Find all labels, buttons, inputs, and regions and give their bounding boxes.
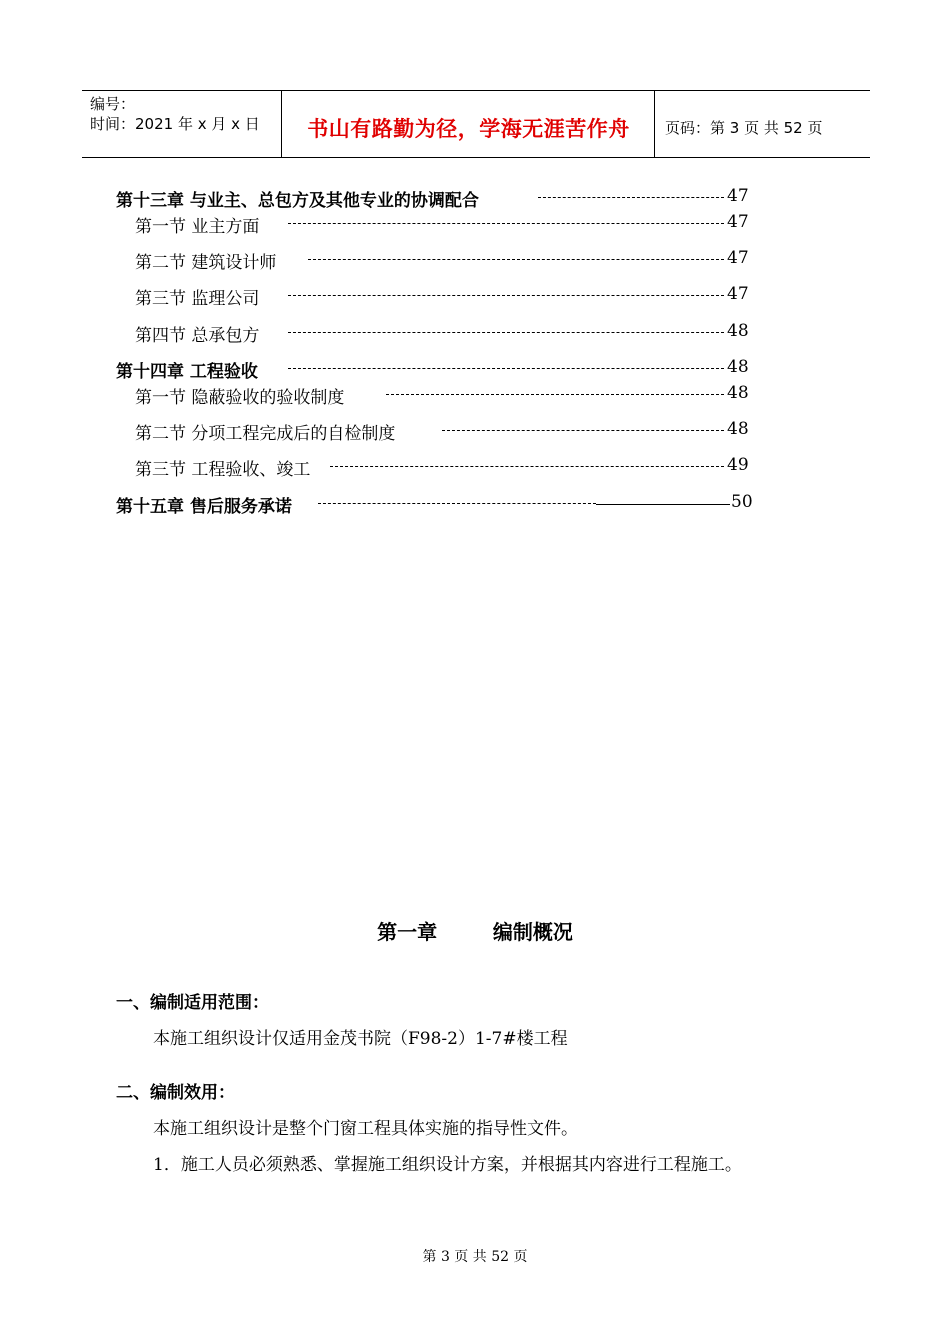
toc-leader-solid: [596, 504, 730, 505]
toc-entry-page: 50: [731, 492, 753, 512]
toc-entry-page: 48: [727, 383, 749, 403]
toc-entry-page: 48: [727, 357, 749, 377]
toc-entry: [0, 492, 950, 518]
toc-leader: [288, 332, 724, 333]
header-page-cell: [655, 91, 870, 157]
toc-leader: [288, 223, 724, 224]
header-motto-cell: [282, 91, 655, 157]
toc-entry: [0, 383, 950, 409]
toc-entry-page: 47: [727, 248, 749, 268]
toc-entry-label: 第一节 业主方面: [135, 217, 260, 237]
toc-entry: [0, 212, 950, 238]
toc-entry-label: 第十五章 售后服务承诺: [116, 497, 292, 517]
toc-entry-label: 第十三章 与业主、总包方及其他专业的协调配合: [116, 191, 479, 211]
header-motto: 书山有路勤为径，学海无涯苦作舟: [307, 117, 630, 141]
toc-entry: [0, 419, 950, 445]
toc-entry: [0, 186, 950, 212]
toc-entry-label: 第二节 建筑设计师: [135, 253, 277, 273]
toc-entry-label: 第三节 工程验收、竣工: [135, 460, 311, 480]
section-heading: 二、编制效用：: [116, 1083, 235, 1103]
toc-entry-label: 第一节 隐蔽验收的验收制度: [135, 388, 345, 408]
page-header: [82, 90, 870, 158]
toc-entry-label: 第十四章 工程验收: [116, 362, 258, 382]
toc-entry-page: 47: [727, 186, 749, 206]
header-meta-cell: [82, 91, 282, 157]
toc-entry: [0, 455, 950, 481]
toc-entry-page: 47: [727, 212, 749, 232]
toc-entry-page: 47: [727, 284, 749, 304]
toc-entry: [0, 284, 950, 310]
toc-leader: [288, 295, 724, 296]
toc-leader: [288, 368, 724, 369]
toc-entry-label: 第三节 监理公司: [135, 289, 260, 309]
toc-entry-page: 48: [727, 321, 749, 341]
paragraph: 本施工组织设计仅适用金茂书院（F98-2）1-7#楼工程: [153, 1029, 568, 1049]
toc-leader: [442, 430, 724, 431]
paragraph: 本施工组织设计是整个门窗工程具体实施的指导性文件。: [153, 1119, 578, 1139]
toc-entry-page: 49: [727, 455, 749, 475]
toc-entry: [0, 357, 950, 383]
page-footer: 第 3 页 共 52 页: [422, 1249, 528, 1265]
document-number-label: 编号：: [90, 95, 136, 113]
toc-entry-label: 第二节 分项工程完成后的自检制度: [135, 424, 396, 444]
toc-leader: [538, 197, 724, 198]
toc-entry: [0, 248, 950, 274]
toc-entry: [0, 321, 950, 347]
toc-leader-fine: [452, 503, 596, 504]
toc-leader: [308, 259, 724, 260]
toc-leader: [386, 394, 724, 395]
toc-entry-label: 第四节 总承包方: [135, 326, 260, 346]
chapter-title: 第一章 编制概况: [377, 920, 573, 944]
document-date-label: 时间：2021 年 x 月 x 日: [90, 115, 260, 133]
header-page-info: 页码：第 3 页 共 52 页: [665, 119, 823, 137]
toc-leader: [330, 466, 724, 467]
toc-leader: [318, 503, 450, 504]
section-heading: 一、编制适用范围：: [116, 993, 269, 1013]
list-item: 1．施工人员必须熟悉、掌握施工组织设计方案，并根据其内容进行工程施工。: [153, 1155, 742, 1175]
toc-entry-page: 48: [727, 419, 749, 439]
